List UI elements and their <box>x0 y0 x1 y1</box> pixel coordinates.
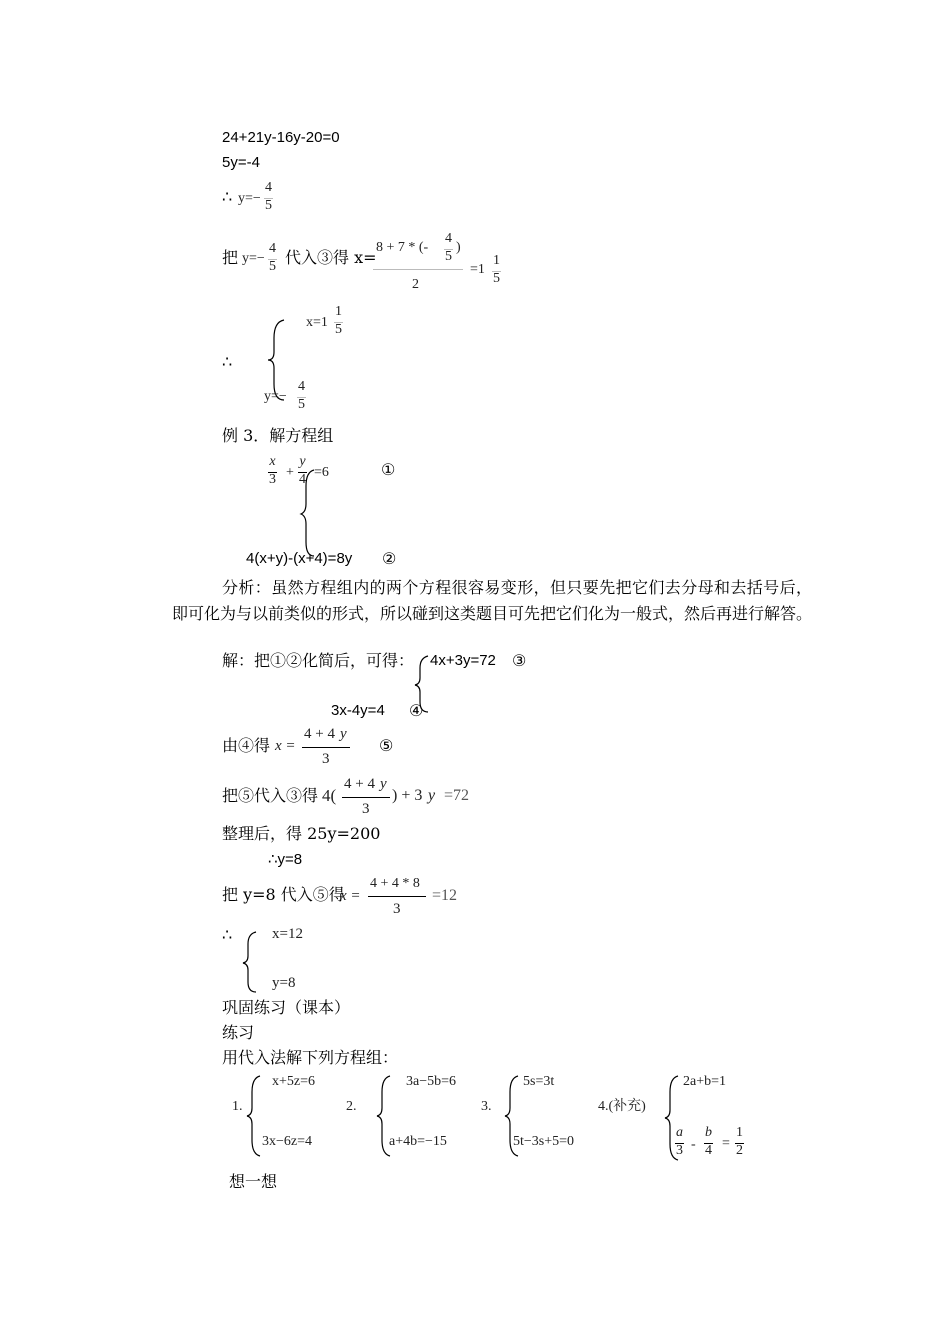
practice-instruction: 用代入法解下列方程组： <box>222 1048 399 1067</box>
problem-2-eq-a: 3a−5b=6 <box>406 1074 457 1089</box>
equals-sign: = <box>722 1136 730 1151</box>
equation-2: 4(x+y)-(x+4)=8y <box>246 550 353 567</box>
left-brace-ex3 <box>298 468 318 558</box>
circle-5: ⑤ <box>379 736 394 755</box>
eq-6: =6 <box>314 465 329 480</box>
sub-5-into-3: 把⑤代入③得 <box>222 786 319 805</box>
brace-problem-1 <box>244 1074 264 1158</box>
y-equals-8-b: y=8 <box>272 975 296 991</box>
fraction-4-5-b: $\frac{4}{5}$ <box>269 241 276 274</box>
line-5y: 5y=-4 <box>222 154 260 171</box>
simplify-line: 整理后，得 25y=200 <box>222 824 381 843</box>
fraction-a-3: $\frac{a}{3}$ <box>676 1125 683 1158</box>
therefore-symbol-3: ∴ <box>222 925 233 944</box>
ba-text: 把 <box>222 248 239 267</box>
fraction-1-2: $\frac{1}{2}$ <box>736 1125 743 1158</box>
fraction-4-5-c: $\frac{4}{5}$ <box>298 379 305 412</box>
num-4-4-8: 4 + 4 * 8 <box>370 876 420 891</box>
circle-4: ④ <box>409 701 424 720</box>
problem-1-eq-b: 3x−6z=4 <box>262 1134 313 1149</box>
den-3-b: 3 <box>362 801 370 817</box>
paren-close: ) <box>456 240 461 255</box>
example-3-title: 例 3．解方程组 <box>222 426 334 445</box>
eq-72: =72 <box>444 787 470 804</box>
equation-4: 3x-4y=4 <box>331 702 385 719</box>
x-equals-b: x = <box>340 888 361 904</box>
fraction-4-5: $\frac{4}{5}$ <box>265 180 272 213</box>
main-fraction-bar <box>373 269 463 270</box>
from-4: 由④得 <box>222 736 271 755</box>
numerator-8-7: 8 + 7 * (- <box>376 240 429 255</box>
problem-4-eq-a: 2a+b=1 <box>683 1074 727 1089</box>
left-brace-result <box>240 930 260 994</box>
num-y: y <box>340 726 347 742</box>
solution-intro: 解：把①②化简后，可得： <box>222 651 415 670</box>
close-plus-3: ) + 3 <box>392 787 423 804</box>
y-equals-minus-2: y=− <box>242 251 265 266</box>
num-4-plus-4-b: 4 + 4 <box>344 776 375 792</box>
problem-3-eq-a: 5s=3t <box>523 1074 555 1089</box>
four-paren: 4( <box>322 786 337 805</box>
denominator-2: 2 <box>412 277 419 292</box>
plus-sign: + <box>286 465 294 480</box>
circle-3: ③ <box>512 651 527 670</box>
fraction-inner-4-5: $\frac{4}{5}$ <box>445 231 452 264</box>
therefore-symbol-2: ∴ <box>222 352 233 371</box>
practice-title: 练习 <box>222 1023 255 1042</box>
x-equals-12: x=12 <box>272 926 303 942</box>
den-3-c: 3 <box>393 901 401 917</box>
x-eq-1: x=1 <box>306 315 328 330</box>
analysis-paragraph: 分析：虽然方程组内的两个方程很容易变形，但只要先把它们去分母和去括号后，即可化为与以前类似的形式，所以碰到这类题目可先把它们化为一般式，然后再进行解答。 <box>172 578 813 623</box>
fraction-bar-12 <box>368 896 426 897</box>
y-equals-8: ∴y=8 <box>268 851 303 868</box>
think-about-it: 想一想 <box>229 1172 278 1191</box>
circle-1: ① <box>381 460 396 479</box>
substitute-into-3: 代入③得 x= <box>285 248 377 267</box>
fraction-1-5-b: $\frac{1}{5}$ <box>335 304 342 337</box>
num-y-b: y <box>380 776 387 792</box>
fraction-bar-sub <box>342 797 390 798</box>
x-equals: x = <box>275 738 296 754</box>
minus-sign: - <box>691 1137 696 1152</box>
eq-12: =12 <box>432 887 458 904</box>
consolidate-practice: 巩固练习（课本） <box>222 998 351 1017</box>
problem-1-eq-a: x+5z=6 <box>272 1074 316 1089</box>
fraction-b-4: $\frac{b}{4}$ <box>705 1125 712 1158</box>
problem-4-number: 4.(补充) <box>598 1099 646 1114</box>
y-equals-minus: y=− <box>238 191 261 206</box>
problem-3-eq-b: 5t−3s+5=0 <box>513 1134 575 1149</box>
fraction-y-4: $\frac{y}{4}$ <box>299 454 306 487</box>
den-3: 3 <box>322 751 330 767</box>
problem-1-number: 1. <box>232 1099 243 1114</box>
fraction-x-3: $\frac{x}{3}$ <box>269 454 276 487</box>
problem-2-eq-b: a+4b=−15 <box>389 1134 447 1149</box>
problem-2-number: 2. <box>346 1099 357 1114</box>
num-4-plus-4: 4 + 4 <box>304 726 335 742</box>
therefore-symbol: ∴ <box>222 187 233 206</box>
y-var: y <box>428 787 436 804</box>
fraction-bar-5 <box>302 747 350 748</box>
result-1: =1 <box>470 262 485 277</box>
equation-3: 4x+3y=72 <box>430 652 496 669</box>
circle-2: ② <box>382 549 397 568</box>
y-eq-minus: y=− <box>264 389 287 404</box>
sub-y8: 把 y=8 代入⑤得 <box>222 885 345 904</box>
problem-3-number: 3. <box>481 1099 492 1114</box>
fraction-1-5: $\frac{1}{5}$ <box>493 253 500 286</box>
line-24-21y: 24+21y-16y-20=0 <box>222 129 340 146</box>
